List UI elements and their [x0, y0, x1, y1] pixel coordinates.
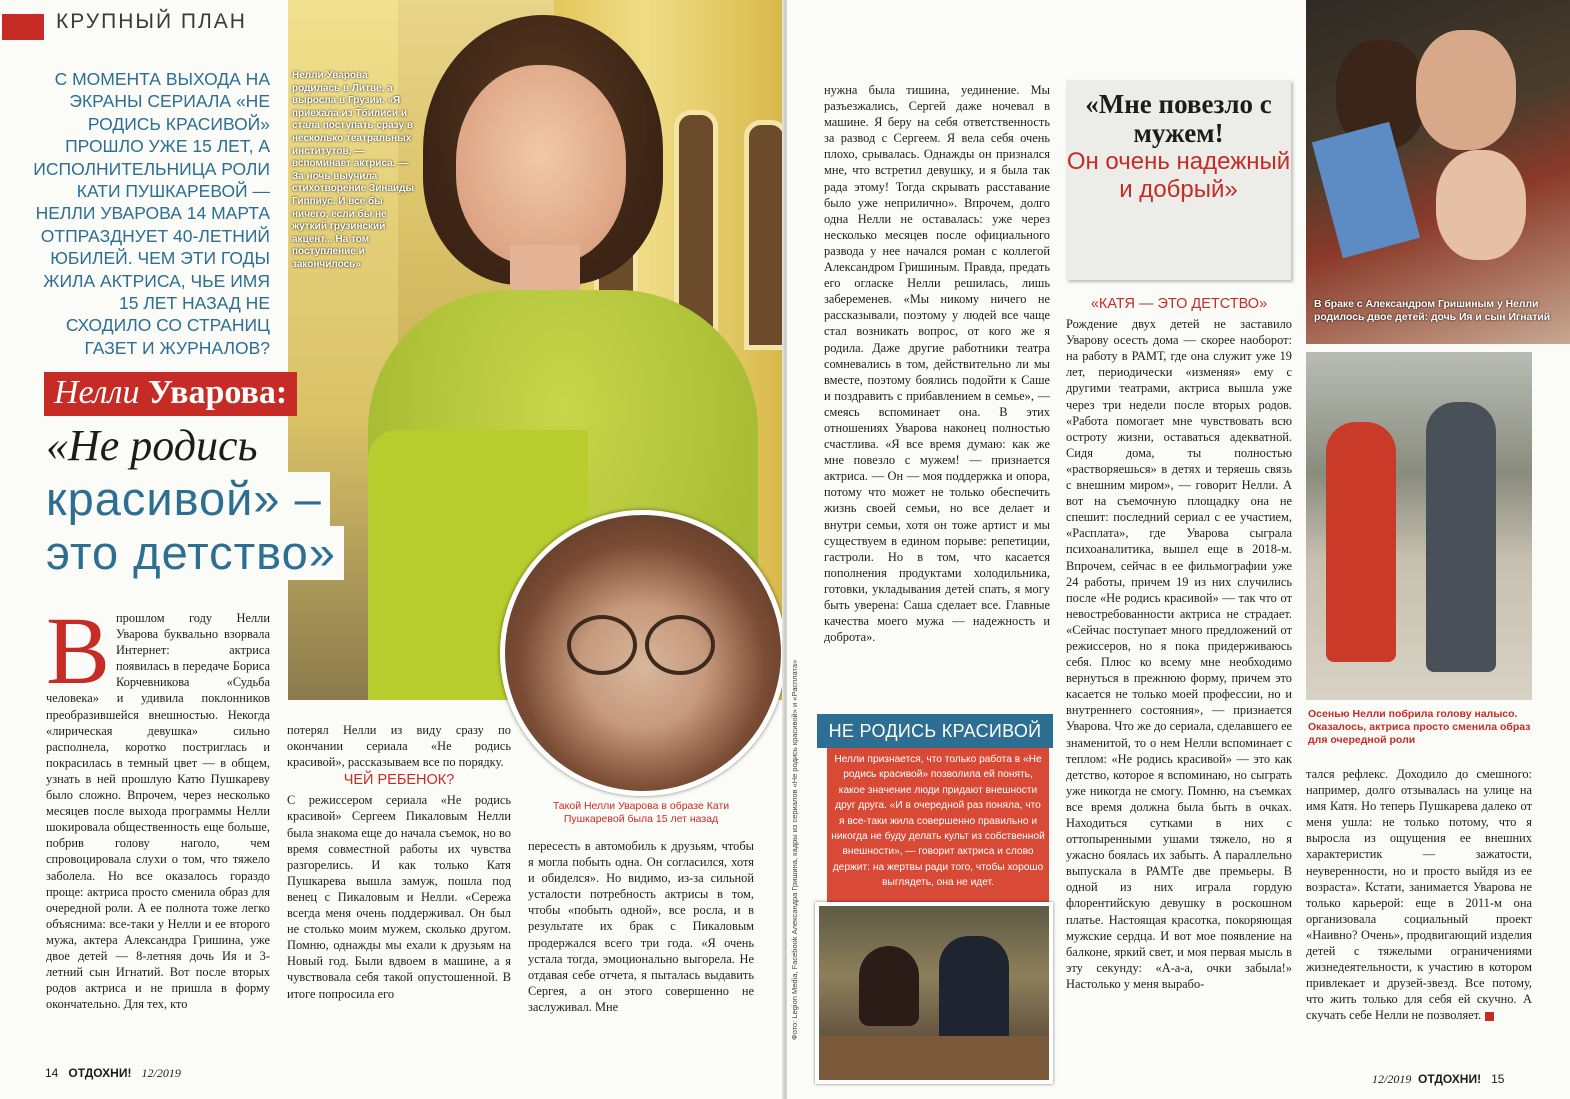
headline-line-3: это детство»	[44, 526, 344, 580]
left-page	[0, 0, 784, 1099]
photo-arch	[744, 120, 784, 350]
still-figure-man	[939, 936, 1009, 1046]
article-column-3	[528, 838, 754, 1015]
rubric-label: КРУПНЫЙ ПЛАН	[56, 10, 247, 33]
issue-right: 12/2019	[1372, 1072, 1412, 1086]
column-2-text: С режиссером сериала «Не родись красивой» Сергеем Пикаловым Нелли была знакома еще до начала съемок, но во время совместной работы их чувства разгорелись. И как только Катя Пушкарева вышла замуж, пошла под венец с Пикаловым и Нелли. «Сережа всегда меня очень поддерживал. Он был не столько моим мужем, сколько другом. Помню, однажды мы ехали к друзьям на Новый год. Были вдвоем в машине, а я чувствовала себя такой опустошенной. В итоге попросила его	[287, 793, 511, 1001]
glasses-lens-left	[567, 615, 637, 675]
street-photo	[1306, 352, 1532, 700]
street-figure-woman	[1326, 422, 1396, 662]
issue-left: 12/2019	[141, 1066, 181, 1080]
magazine-name-right: ОТДОХНИ!	[1418, 1072, 1482, 1086]
main-photo-caption: Нелли Уварова родилась в Литве, а выросла в Грузии. «Я приехала из Тбилиси и стала поступать сразу в несколько театральных институтов, — вспоминает актриса. — За ночь выучила стихотворение Зинаиды Гиппиус. И все бы ничего, если бы не жуткий грузинский акцент... На том поступление и закончилось»	[292, 70, 415, 270]
subheading-katya: «КАТЯ — ЭТО ДЕТСТВО»	[1090, 296, 1268, 312]
article-column-4	[824, 82, 1050, 645]
headline	[44, 420, 344, 580]
family-photo-caption: В браке с Александром Гришиным у Нелли родилось двое детей: дочь Ия и сын Игнатий	[1314, 299, 1551, 323]
quote-red: Он очень надежный и добрый»	[1066, 148, 1291, 203]
column-2-intro: потерял Нелли из виду сразу по окончании сериала «Не родись красивой», рассказываем все по порядку.	[287, 723, 511, 770]
article-column-5	[1066, 294, 1292, 992]
glasses-lens-right	[645, 615, 715, 675]
last-name: Уварова:	[147, 374, 288, 411]
page-number-left: 14	[45, 1066, 59, 1080]
photo-credit: Фото: Legion Media, Facebook Александра Гришина, кадры из сериалов «Не родись красивой» и «Расплата»	[790, 659, 799, 1040]
photo-face	[456, 65, 626, 265]
street-figure-man	[1426, 402, 1496, 672]
lead-paragraph: С МОМЕНТА ВЫХОДА НА ЭКРАНЫ СЕРИАЛА «НЕ РОДИСЬ КРАСИВОЙ» ПРОШЛО УЖЕ 15 ЛЕТ, А ИСПОЛНИТЕЛЬНИЦА РОЛИ КАТИ ПУШКАРЕВОЙ — НЕЛЛИ УВАРОВА 14 МАРТА ОТПРАЗДНУЕТ 40-ЛЕТНИЙ ЮБИЛЕЙ. ЧЕМ ЭТИ ГОДЫ ЖИЛА АКТРИСА, ЧЬЕ ИМЯ 15 ЛЕТ НАЗАД НЕ СХОДИЛО СО СТРАНИЦ ГАЗЕТ И ЖУРНАЛОВ?	[33, 69, 270, 358]
footer-right	[1372, 1072, 1504, 1087]
still-figure-woman	[859, 946, 919, 1026]
headline-line-1: «Не родись	[44, 420, 266, 472]
headline-line-2: красивой» –	[44, 472, 330, 526]
column-3-text: пересесть в автомобиль к друзьям, чтобы я могла побыть одна. Он согласился, хотя и обиделся». Но видимо, из-за сильной усталости потребность актрисы в том, чтобы «побыть одной», все росла, и в результате их брак с Пикаловым продержался всего три года. «Я очень устала тогда, эмоционально выгорела. Не отдавая себе отчета, я пыталась выдавить Сергея, а он этого совершенно не заслуживал. Мне	[528, 839, 754, 1014]
sidebar-heading: НЕ РОДИСЬ КРАСИВОЙ	[817, 714, 1053, 748]
name-tag	[44, 372, 297, 416]
family-figure-daughter	[1436, 150, 1526, 260]
quote-bold: «Мне повезло с мужем!	[1085, 89, 1272, 148]
subheading-whose-child: ЧЕЙ РЕБЕНОК?	[343, 772, 455, 789]
still-sofa	[819, 1036, 1053, 1084]
rubric-marker	[2, 14, 44, 40]
circle-photo	[500, 510, 784, 796]
column-4-text: нужна была тишина, уединение. Мы разъезжались, Сергей даже ночевал в машине. Я беру на себя ответственность за развод с Сергеем. Я вела себя очень плохо, срывалась. Однажды он признался мне, что встретил девушку, и я была так рада этому! Тогда скрывать расставание было уже неприлично». Впрочем, долго одна Нелли не оставалась: уже через несколько месяцев после официального развода у нее начался роман с коллегой Александром Гришиным. Правда, предать его огласке Нелли решилась, лишь забеременев. «Мы никому ничего не рассказывали, поэтому у людей все чаще стал возникать вопрос, от кого же я родила. Даже другие работники театра сомневались в том, действительно ли мы вместе, поэтому боялись подойти к Саше и поздравить с прибавлением в семье», — смеясь вспоминает она. В этих отношениях Уварова наконец полностью счастлива. «Я все время думаю: как же мне повезло с мужем! — признается актриса. — Он — моя поддержка и опора, потому что может не только обеспечить жизнь своей семьи, но все делает и внутри семьи, хотя он тоже артист и мы существуем в едином порыве: репетиции, гастроли. Но в том, что касается пополнения продуктами холодильника, готовки, укладывания детей спать, я могу быть уверена: Саша сделает все. Главные качества моего мужа — надежность и доброта».	[824, 83, 1050, 645]
footer-left	[45, 1066, 181, 1081]
sidebar-text: Нелли признается, что только работа в «Не родись красивой» позволила ей понять, какое значение люди придают внешности друг друга. «И в очередной раз поняла, что я все-таки жила совершенно правильно и никогда не буду делать культ из собственной внешности», — говорит актриса и слово держит: на жертвы ради того, чтобы хорошо выглядеть, она не идет.	[827, 748, 1049, 906]
column-1-text: прошлом году Нелли Уварова буквально взорвала Интернет: актриса появилась в передаче Бориса Корчевникова «Судьба человека» и удивила поклонников преобразившейся внешностью. Некогда «лирическая девушка» сильно располнела, коротко постриглась и покрасилась в темный цвет — в общем, узнать в ней прошлую Катю Пушкареву было сложно. Впрочем, через несколько месяцев после выхода программы Нелли шокировала общественность еще больше, побрив голову наголо, чем спровоцировала слухи о том, что тяжело заболела. Но все оказалось гораздо проще: актриса просто сменила образ для очередной роли. А ее полнота тоже легко объяснима: все-таки у Нелли и ее второго мужа, актера Александра Гришина, уже двое детей — 8-летняя дочь Ия и 3-летний сын Игнатий. Вот после вторых родов актриса и не пришла в форму окончательно. Для тех, кто	[46, 611, 270, 1012]
page-number-right: 15	[1491, 1072, 1505, 1086]
article-column-1	[46, 597, 270, 1012]
article-column-6	[1306, 766, 1532, 1024]
column-6-text: тался рефлекс. Доходило до смешного: например, долго отзывалась на улице на имя Катя. Но теперь Пушкарева далеко от меня ушла: не только потому, что я выросла из ощущения ее внешних характеристик — зажатости, неуверенности, но и просто выйдя из ее возраста». Кстати, занимается Уварова не только карьерой: еще в 2011-м она организовала социальный проект «Наивно? Очень», продвигающий изделия детей с тяжелыми ограничениями жизнедеятельности, к участию в котором привлекает и друзей-звезд. Все потому, что жить только для себя ей скучно. А скучать себе Нелли не позволяет.	[1306, 767, 1532, 1023]
dropcap: В	[46, 597, 111, 704]
family-figure-father	[1416, 30, 1516, 150]
family-photo	[1306, 0, 1570, 344]
street-photo-caption: Осенью Нелли побрила голову налысо. Оказалось, актриса просто сменила образ для очередной роли	[1308, 708, 1531, 747]
circle-photo-caption: Такой Нелли Уварова в образе Кати Пушкаревой была 15 лет назад	[552, 800, 730, 826]
end-mark	[1485, 1012, 1494, 1021]
first-name: Нелли	[54, 374, 140, 411]
still-photo-rasplata	[815, 902, 1053, 1084]
pull-quote	[1066, 80, 1291, 280]
article-column-2	[287, 722, 511, 1002]
magazine-name-left: ОТДОХНИ!	[68, 1066, 132, 1080]
column-5-text: Рождение двух детей не заставило Уварову осесть дома — скорее наоборот: на работу в РАМТ, где она служит уже 19 лет, периодически «изменяя» ему с другими театрами, актриса вышла уже через три недели после вторых родов. «Работа помогает мне чувствовать всю остроту жизни, оставаться адекватной. Сидя дома, ты полностью «растворяешься» в детях и теряешь связь с внешним миром», — говорит Нелли. А вот на съемочную площадку она не спешит: последний сериал с ее участием, «Расплата», где Уварова сыграла психоаналитика, вышел еще в 2018-м. Впрочем, сейчас в ее фильмографии уже 24 работы, причем 19 из них случились после «Не родись красивой» — так что от невостребованности актриса не страдает. «Сейчас поступает много предложений от режиссеров, но я пока придерживаюсь себя. Плюс ко всему мне необходимо вернуться в прежнюю форму, причем это касается не только моей профессии, но и внутреннего состояния», — признается Уварова. Что же до сериала, сделавшего ее знаменитой, то о нем Нелли вспоминает с теплом: «Не родись красивой» — это как детство, которое я вспоминаю, но сыграть уже никогда не смогу. Помню, на съемках все время должна была быть в очках. Находиться сутками в них с оттопыренными ушами тяжело, но я ужасно боялась их забыть. А параллельно выпускала в РАМТе две премьеры. В одной из них играла гордую флорентийскую девушку в роскошном платье. Настоящая красотка, покоряющая мужские сердца. И вот мое появление на балконе, яркий свет, и моя первая мысль в эту секунду: «А-а-а, очки забыла!» Настолько у меня вырабо-	[1066, 317, 1292, 991]
